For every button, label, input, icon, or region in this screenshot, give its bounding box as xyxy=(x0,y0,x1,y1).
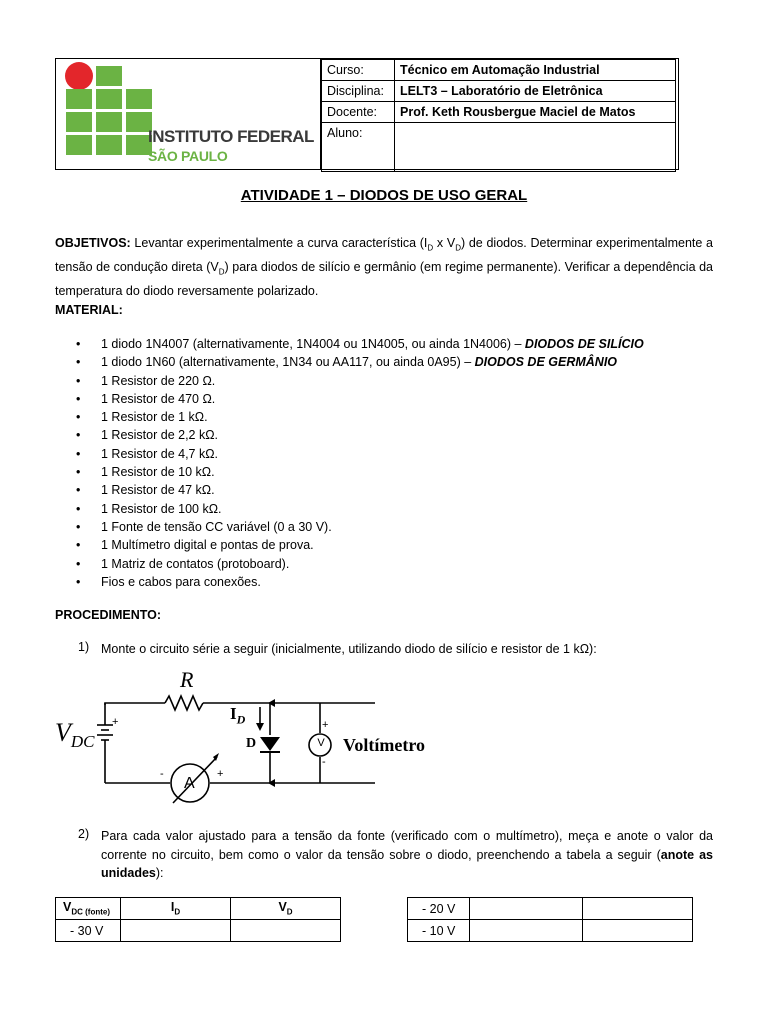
subject-value: LELT3 – Laboratório de Eletrônica xyxy=(395,81,676,102)
material-heading: MATERIAL: xyxy=(55,303,123,317)
list-item xyxy=(55,426,715,444)
procedure-heading: PROCEDIMENTO: xyxy=(55,608,162,622)
source-label-v: V xyxy=(55,718,71,747)
objectives-text-3: ) de diodos. Determinar experimentalmente a tensão de condução direta (V xyxy=(55,236,713,274)
objectives-label: OBJETIVOS: xyxy=(55,236,131,250)
ammeter-minus: - xyxy=(160,768,164,780)
table1-cell-id[interactable] xyxy=(121,920,231,942)
list-item xyxy=(55,372,715,390)
material-item-text: 1 Multímetro digital e pontas de prova. xyxy=(101,538,314,553)
table1-cell-vdc: - 30 V xyxy=(56,920,121,942)
table1-cell-vd[interactable] xyxy=(231,920,341,942)
material-item-text: 1 Resistor de 100 kΩ. xyxy=(101,501,222,516)
objectives-text-1: Levantar experimentalmente a curva característica (I xyxy=(130,236,428,250)
resistor-label: R xyxy=(180,667,194,692)
table1-header-id-sub: D xyxy=(174,907,181,917)
list-item xyxy=(55,573,715,591)
list-item xyxy=(55,353,715,371)
list-item xyxy=(55,408,715,426)
table2-cell-id[interactable] xyxy=(470,898,583,920)
table-row xyxy=(56,920,341,942)
source-plus: + xyxy=(112,716,119,728)
table2-cell-vd[interactable] xyxy=(583,920,693,942)
list-item xyxy=(55,463,715,481)
material-item-emphasis: DIODOS DE GERMÂNIO xyxy=(474,355,618,370)
table1-header-vdc-main: V xyxy=(63,900,72,915)
current-label xyxy=(230,704,245,727)
list-item xyxy=(55,536,715,554)
bullet-icon: • xyxy=(76,337,81,351)
bullet-icon: • xyxy=(76,465,81,480)
student-label: Aluno: xyxy=(322,123,395,172)
material-item-text: Fios e cabos para conexões. xyxy=(101,574,261,589)
table2-cell-vd[interactable] xyxy=(583,898,693,920)
material-item-text: 1 Resistor de 220 Ω. xyxy=(101,373,216,388)
objectives-sub-2: D xyxy=(455,243,461,253)
source-label-dc: DC xyxy=(70,732,95,752)
bullet-icon: • xyxy=(76,538,81,553)
step2-text xyxy=(101,827,713,883)
logo-text-line1: INSTITUTO FEDERAL xyxy=(148,127,314,146)
current-label-i: I xyxy=(230,704,237,723)
table1-header-vdc-sub: DC (fonte) xyxy=(71,907,110,917)
current-label-sub: D xyxy=(236,712,246,727)
page-title: ATIVIDADE 1 – DIODOS DE USO GERAL xyxy=(240,187,528,204)
list-item xyxy=(55,335,715,353)
bullet-icon: • xyxy=(76,428,81,443)
list-item xyxy=(55,445,715,463)
step2-text-bold: anote as unidades xyxy=(101,847,713,880)
objectives-sub-1: D xyxy=(427,243,434,253)
material-item-text: 1 Matriz de contatos (protoboard). xyxy=(101,556,290,571)
institution-logo xyxy=(56,59,321,169)
bullet-icon: • xyxy=(76,501,81,516)
table1-header-vdc xyxy=(56,898,121,920)
material-item-text: 1 Resistor de 47 kΩ. xyxy=(101,483,215,498)
bullet-icon: • xyxy=(76,483,81,498)
step2-text-end: ): xyxy=(155,866,164,880)
material-item-text: 1 Resistor de 470 Ω. xyxy=(101,391,216,406)
ammeter-plus: + xyxy=(217,768,224,780)
source-label xyxy=(55,718,95,752)
voltmeter-plus: + xyxy=(322,719,329,731)
table1-header-id xyxy=(121,898,231,920)
table1-header-vd xyxy=(231,898,341,920)
measurement-table-1 xyxy=(55,897,341,942)
table1-header-vd-main: V xyxy=(278,900,287,915)
bullet-icon: • xyxy=(76,391,81,406)
bullet-icon: • xyxy=(76,373,81,388)
voltmeter-minus: - xyxy=(322,756,326,768)
teacher-value: Prof. Keth Rousbergue Maciel de Matos xyxy=(395,102,676,123)
table-row xyxy=(408,920,693,942)
table2-cell-id[interactable] xyxy=(470,920,583,942)
objectives-text-2: x V xyxy=(433,236,456,250)
material-item-text: 1 Fonte de tensão CC variável (0 a 30 V). xyxy=(101,519,332,534)
step2-number: 2) xyxy=(78,827,90,841)
material-item-text: 1 Resistor de 4,7 kΩ. xyxy=(101,446,219,461)
bullet-icon: • xyxy=(76,410,81,425)
course-value: Técnico em Automação Industrial xyxy=(395,60,676,81)
voltmeter-symbol: V xyxy=(317,737,325,749)
step1-text: Monte o circuito série a seguir (inicialmente, utilizando diodo de silício e resistor de 1 kΩ): xyxy=(101,642,597,656)
bullet-icon: • xyxy=(76,355,81,370)
objectives-paragraph xyxy=(55,234,713,301)
bullet-icon: • xyxy=(76,574,81,589)
diode-label: D xyxy=(246,736,257,751)
subject-label: Disciplina: xyxy=(322,81,395,102)
list-item xyxy=(55,518,715,536)
list-item xyxy=(55,390,715,408)
material-item-text: 1 diodo 1N60 (alternativamente, 1N34 ou AA117, ou ainda 0A95) – xyxy=(101,355,475,370)
list-item xyxy=(55,500,715,518)
material-item-text: 1 Resistor de 1 kΩ. xyxy=(101,410,208,425)
step1-number: 1) xyxy=(78,640,90,654)
teacher-label: Docente: xyxy=(322,102,395,123)
list-item xyxy=(55,481,715,499)
voltmeter-label: Voltímetro xyxy=(343,735,425,755)
table-row xyxy=(408,898,693,920)
step2-text-main: Para cada valor ajustado para a tensão da fonte (verificado com o multímetro), meça e anote o valor da corrente no circuito, bem como o valor da tensão sobre o diodo, preenchendo a tabela a seguir ( xyxy=(101,829,713,862)
measurement-table-2 xyxy=(407,897,693,942)
course-label: Curso: xyxy=(322,60,395,81)
table1-header-id-main: I xyxy=(170,900,175,915)
bullet-icon: • xyxy=(76,446,81,461)
student-value[interactable] xyxy=(395,123,676,172)
material-item-text: 1 Resistor de 2,2 kΩ. xyxy=(101,428,219,443)
table2-cell-vdc: - 10 V xyxy=(408,920,470,942)
ammeter-symbol: A xyxy=(184,775,195,792)
header-info-table xyxy=(321,59,676,172)
list-item xyxy=(55,555,715,573)
table1-header-vd-sub: D xyxy=(286,907,293,917)
objectives-sub-3: D xyxy=(218,267,225,277)
material-item-text: 1 diodo 1N4007 (alternativamente, 1N4004 ou 1N4005, ou ainda 1N4006) – xyxy=(101,337,525,351)
document-header xyxy=(55,58,679,170)
material-item-emphasis: DIODOS DE SILÍCIO xyxy=(524,337,644,351)
bullet-icon: • xyxy=(76,519,81,534)
objectives-text-4: ) para diodos de silício e germânio (em regime permanente). Verificar a dependência da temperatura do diodo reversamente polarizado. xyxy=(55,260,714,298)
logo-text-line2: SÃO PAULO xyxy=(148,148,228,164)
bullet-icon: • xyxy=(76,556,81,571)
table2-cell-vdc: - 20 V xyxy=(408,898,470,920)
material-list xyxy=(55,335,715,591)
material-item-text: 1 Resistor de 10 kΩ. xyxy=(101,465,215,480)
